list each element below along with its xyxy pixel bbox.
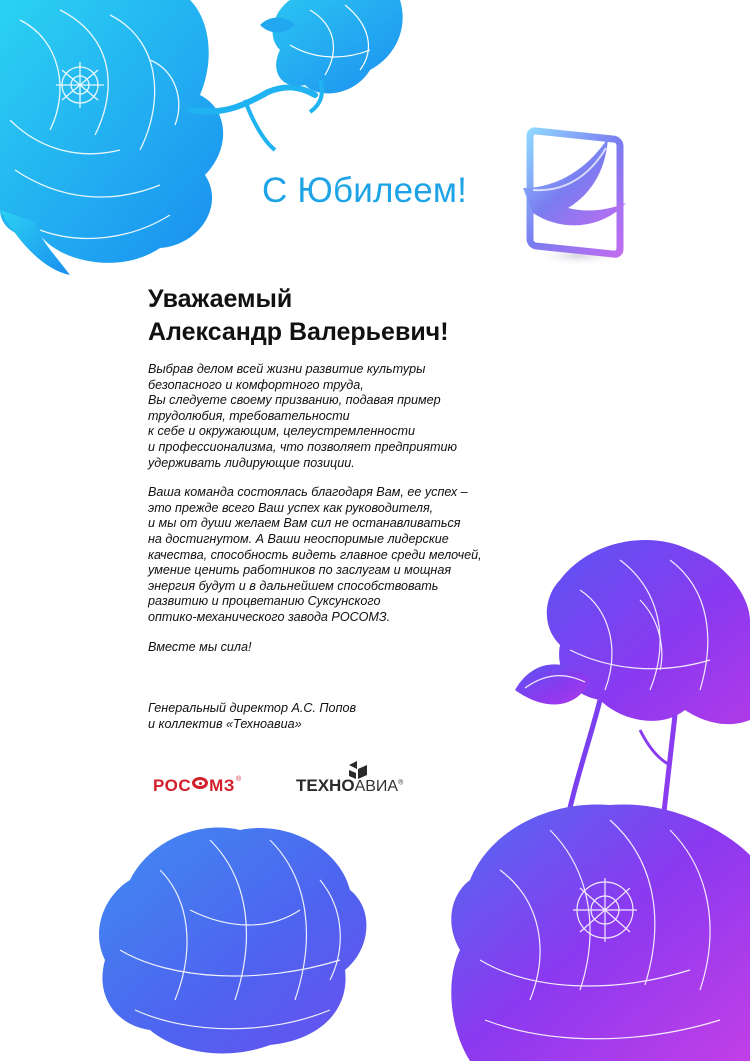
paragraph-line: Вы следуете своему призванию, подавая пример <box>148 393 441 408</box>
paragraph-line: качества, способность видеть главное среди мелочей, <box>148 547 482 562</box>
paragraph-line: к себе и окружающим, целеустремленности <box>148 424 415 439</box>
paragraph-line: удерживать лидирующие позиции. <box>148 455 355 470</box>
paragraph <box>148 640 548 656</box>
paragraph-line: энергия будут и в дальнейшем способствовать <box>148 578 439 593</box>
paragraph-line: это прежде всего Ваш успех как руководителя, <box>148 500 434 515</box>
registered-mark: ® <box>398 779 404 787</box>
rosomz-o-icon <box>192 777 208 789</box>
paragraph-line: и профессионализма, что позволяет предприятию <box>148 439 457 454</box>
salutation <box>148 283 449 349</box>
peony-top-right <box>250 0 410 120</box>
technoavia-emblem-icon <box>508 118 638 268</box>
paragraph-line: развитию и процветанию Суксунского <box>148 594 381 609</box>
technoavia-logo-text-2: АВИА <box>354 778 399 795</box>
registered-mark: ® <box>235 776 242 783</box>
paragraph-line: на достигнутом. А Ваши неоспоримые лидерские <box>148 531 449 546</box>
salutation-line: Александр Валерьевич! <box>148 318 449 346</box>
paragraph-line: безопасного и комфортного труда, <box>148 377 364 392</box>
letter-body <box>148 362 548 655</box>
paragraph-line: Выбрав делом всей жизни развитие культуры <box>148 362 426 376</box>
peony-right-lower <box>440 760 750 1061</box>
paragraph-line: трудолюбия, требовательности <box>148 408 350 423</box>
page-title: С Юбилеем! <box>262 171 468 210</box>
signature <box>148 700 356 732</box>
technoavia-logo <box>296 776 403 796</box>
rosomz-logo-text-2: МЗ <box>209 776 235 795</box>
paragraph-line: Вместе мы сила! <box>148 639 252 654</box>
signature-line: и коллектив «Техноавиа» <box>148 717 302 731</box>
paragraph-line: Ваша команда состоялась благодаря Вам, ее успех – <box>148 485 468 500</box>
peony-bottom-left <box>90 810 380 1061</box>
paragraph <box>148 485 548 625</box>
paragraph-line: оптико-механического завода РОСОМЗ. <box>148 609 391 624</box>
signature-line: Генеральный директор А.С. Попов <box>148 701 357 715</box>
paragraph-line: умение ценить работников по заслугам и мощная <box>148 563 452 578</box>
paragraph <box>148 362 548 471</box>
salutation-line: Уважаемый <box>148 285 293 313</box>
rosomz-logo-text-1: РОС <box>153 776 192 795</box>
technoavia-logo-text-1: ТЕХНО <box>296 776 355 795</box>
rosomz-logo <box>153 776 242 796</box>
paragraph-line: и мы от души желаем Вам сил не останавливаться <box>148 516 461 531</box>
